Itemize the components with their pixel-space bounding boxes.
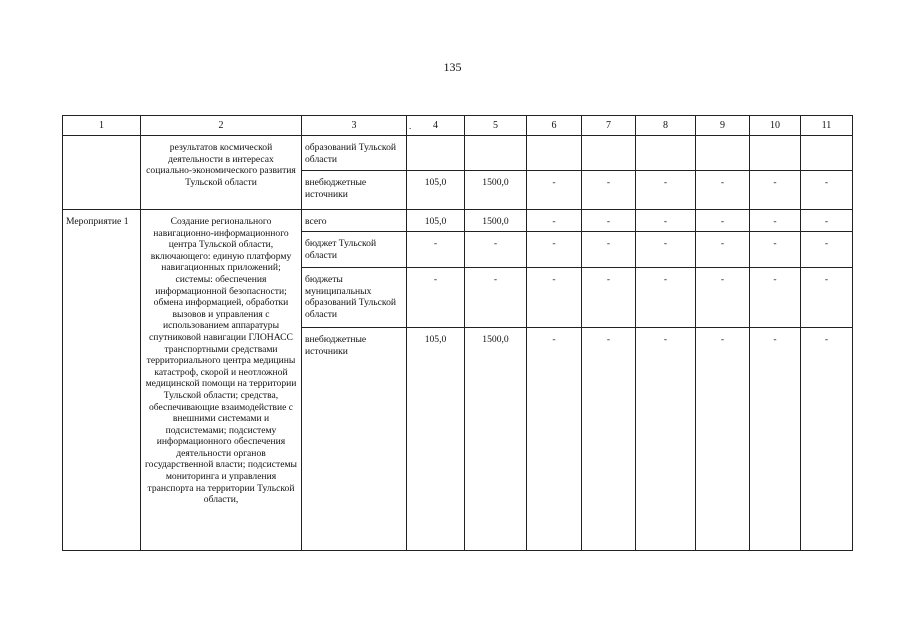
value-cell: 1500,0 — [465, 328, 527, 551]
value-cell: - — [801, 268, 853, 328]
value-cell: - — [527, 232, 582, 268]
value-cell: - — [696, 268, 750, 328]
source-cell: бюджеты муниципальных образований Тульской области — [302, 268, 407, 328]
value-cell: - — [527, 268, 582, 328]
value-cell: - — [465, 232, 527, 268]
value-cell: - — [636, 328, 696, 551]
value-cell — [636, 136, 696, 171]
value-cell: - — [582, 232, 636, 268]
header-cell-label: 4 — [433, 120, 438, 131]
value-cell: - — [407, 232, 465, 268]
header-cell: 3 — [302, 116, 407, 136]
value-cell: 105,0 — [407, 328, 465, 551]
value-cell: - — [407, 268, 465, 328]
value-cell: - — [636, 210, 696, 232]
value-cell: 105,0 — [407, 210, 465, 232]
header-cell: 6 — [527, 116, 582, 136]
value-cell: - — [696, 232, 750, 268]
header-cell: 5 — [465, 116, 527, 136]
value-cell: - — [750, 171, 801, 210]
value-cell: - — [527, 171, 582, 210]
header-mark: . — [409, 121, 412, 131]
header-cell: 9 — [696, 116, 750, 136]
header-row — [63, 116, 853, 136]
value-cell: - — [801, 210, 853, 232]
value-cell: 105,0 — [407, 171, 465, 210]
value-cell: - — [750, 328, 801, 551]
header-cell: 11 — [801, 116, 853, 136]
header-cell: 2 — [141, 116, 302, 136]
value-cell: - — [696, 210, 750, 232]
event-name-cell — [63, 136, 141, 210]
value-cell — [750, 136, 801, 171]
source-cell: всего — [302, 210, 407, 232]
value-cell: - — [750, 210, 801, 232]
value-cell: - — [801, 171, 853, 210]
table-row — [63, 136, 853, 171]
value-cell — [696, 136, 750, 171]
value-cell: - — [696, 171, 750, 210]
value-cell: - — [465, 268, 527, 328]
source-cell: образований Тульской области — [302, 136, 407, 171]
value-cell: - — [582, 328, 636, 551]
event-description: Создание регионального навигационно-информационного центра Тульской области, включающего: единую платформу навигационных приложений; системы: обеспечения информационной безопасности; обмена информацией, обработки вызовов и управления с использованием аппаратуры спутниковой навигации ГЛОНАСС транспортными средствами территориального центра медицины катастроф, скорой и неотложной медицинской помощи на территории Тульской области; средства, обеспечивающие взаимодействие с внешними системами и подсистемами; подсистему информационного обеспечения деятельности органов государственной власти; подсистемы мониторинга и управления транспорта на территории Тульской области, — [141, 210, 302, 551]
value-cell — [407, 136, 465, 171]
value-cell: - — [696, 328, 750, 551]
value-cell: - — [582, 171, 636, 210]
header-cell-4 — [407, 116, 465, 136]
value-cell: - — [636, 171, 696, 210]
source-cell: внебюджетные источники — [302, 328, 407, 551]
source-cell: внебюджетные источники — [302, 171, 407, 210]
header-cell: 1 — [63, 116, 141, 136]
value-cell — [582, 136, 636, 171]
value-cell: - — [801, 232, 853, 268]
value-cell: 1500,0 — [465, 210, 527, 232]
value-cell — [465, 136, 527, 171]
header-cell: 10 — [750, 116, 801, 136]
continuation-description: результатов космической деятельности в интересах социально-экономического развития Тульской области — [141, 136, 302, 210]
value-cell: - — [582, 210, 636, 232]
budget-table — [62, 115, 853, 551]
table-row — [63, 210, 853, 232]
value-cell: - — [582, 268, 636, 328]
value-cell: - — [750, 268, 801, 328]
value-cell: - — [636, 268, 696, 328]
value-cell: - — [527, 328, 582, 551]
value-cell: - — [527, 210, 582, 232]
page-number: 135 — [443, 60, 462, 74]
header-cell: 7 — [582, 116, 636, 136]
value-cell: - — [636, 232, 696, 268]
header-cell: 8 — [636, 116, 696, 136]
value-cell — [801, 136, 853, 171]
event-name-cell: Мероприятие 1 — [63, 210, 141, 551]
value-cell — [527, 136, 582, 171]
source-cell: бюджет Тульской области — [302, 232, 407, 268]
value-cell: - — [750, 232, 801, 268]
value-cell: - — [801, 328, 853, 551]
value-cell: 1500,0 — [465, 171, 527, 210]
